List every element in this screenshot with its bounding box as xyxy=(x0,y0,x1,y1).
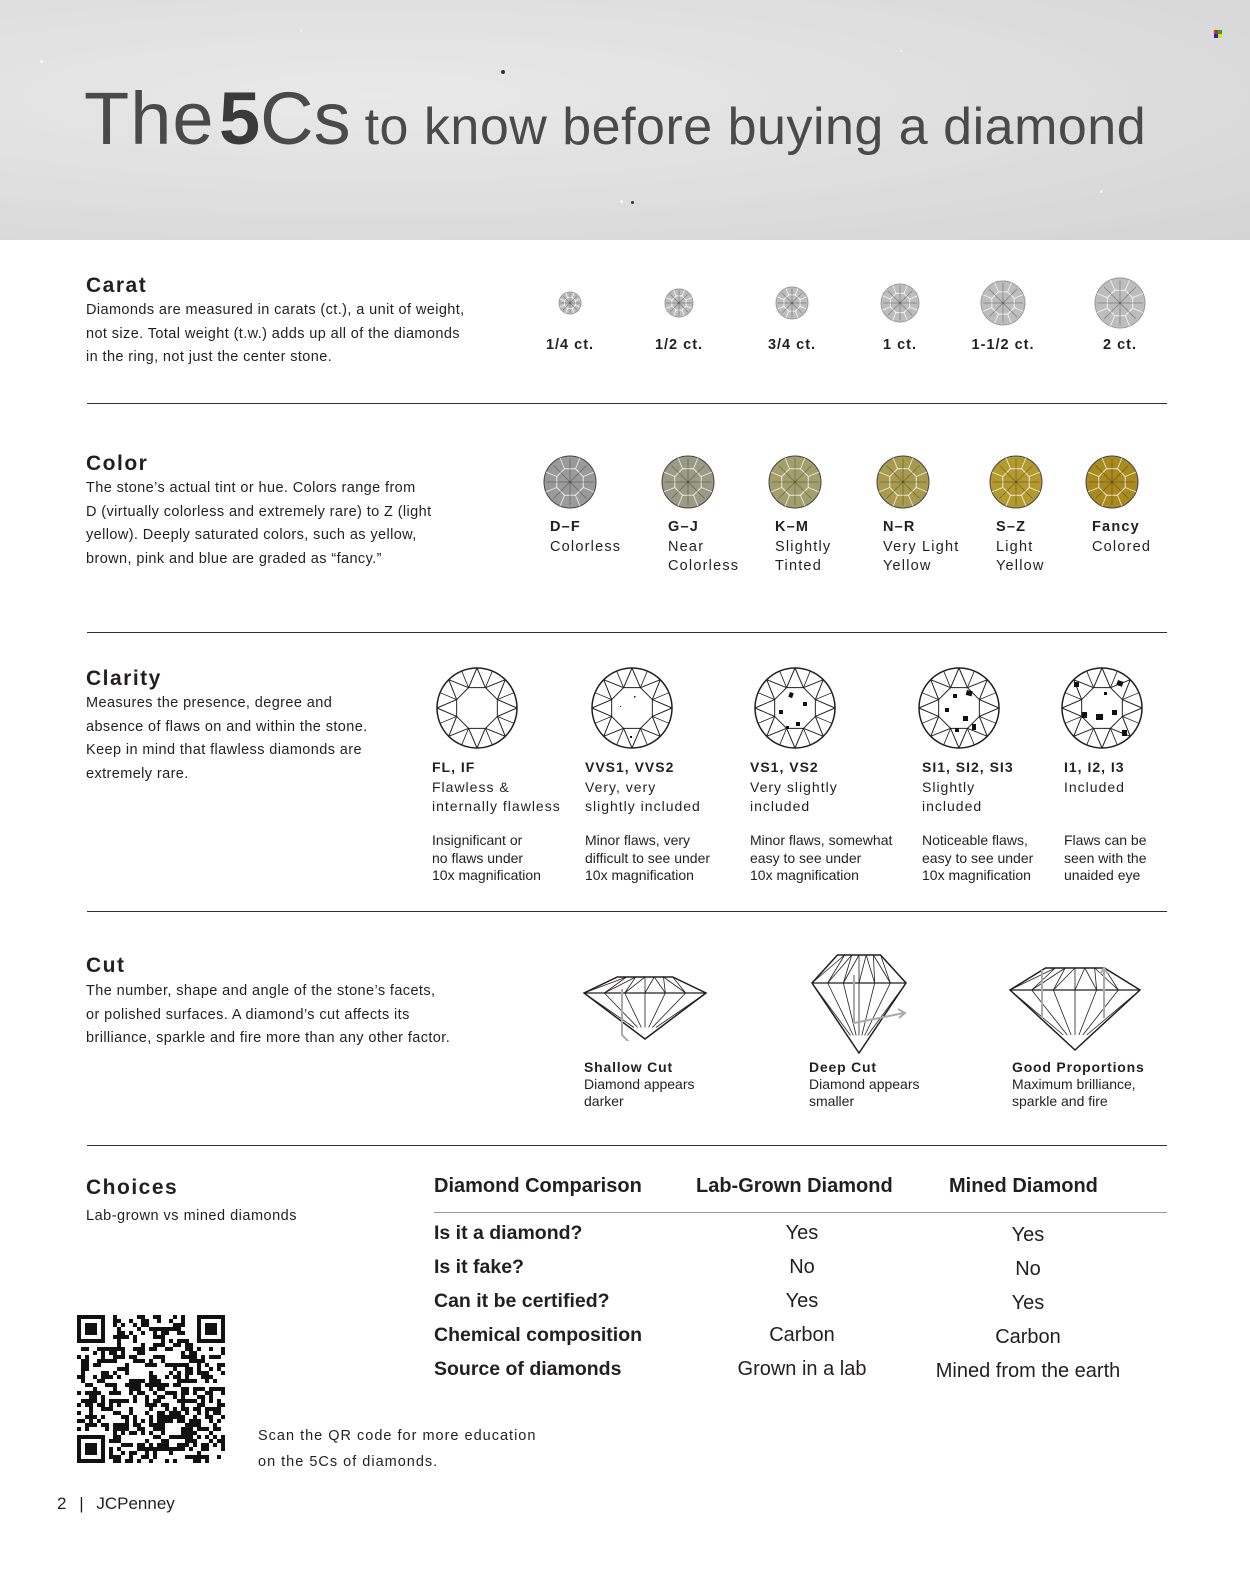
clarity-grade: FL, IF xyxy=(432,759,476,775)
color-description: The stone’s actual tint or hue. Colors range from D (virtually colorless and extremely rare) to Z (light yellow). Deeply saturated colors, such as yellow, brown, pink and blue are graded as “fancy.” xyxy=(86,480,432,567)
clarity-detail-line: 10x magnification xyxy=(432,867,541,883)
clarity-grade: VVS1, VVS2 xyxy=(585,759,675,775)
clarity-diamond-icon xyxy=(435,666,519,750)
clarity-grade-desc: slightly included xyxy=(585,798,701,814)
carat-size-label: 1 ct. xyxy=(882,337,918,353)
clarity-detail xyxy=(432,832,541,885)
clarity-detail-line: unaided eye xyxy=(1064,867,1141,883)
cut-type-label xyxy=(584,1059,695,1110)
clarity-detail xyxy=(1064,832,1147,885)
color-heading: Color xyxy=(86,452,149,475)
diamond-profile-icon xyxy=(1008,966,1142,1057)
divider xyxy=(87,1145,1167,1146)
row-lab-value: Yes xyxy=(785,1222,819,1244)
cut-type-desc: Diamond appears xyxy=(584,1076,695,1092)
color-grade-desc: Very Light xyxy=(883,538,960,555)
color-grade: D–F xyxy=(550,519,581,535)
clarity-diamond-icon xyxy=(753,666,837,750)
diamond-profile-icon xyxy=(582,975,708,1046)
row-mined-value: Mined from the earth xyxy=(935,1360,1121,1382)
cut-type-label xyxy=(1012,1059,1145,1110)
col-header-comparison: Diamond Comparison xyxy=(434,1175,642,1197)
cut-type-desc: Maximum brilliance, xyxy=(1012,1076,1136,1092)
color-grade: S–Z xyxy=(996,519,1027,535)
color-grade-desc: Slightly xyxy=(775,538,832,555)
row-question: Is it a diamond? xyxy=(434,1222,583,1244)
color-grade-label xyxy=(668,518,739,577)
color-grade-desc: Near xyxy=(668,538,705,555)
clarity-diamond-icon xyxy=(917,666,1001,750)
divider xyxy=(87,403,1167,404)
row-question: Can it be certified? xyxy=(434,1290,610,1312)
color-grade-label xyxy=(550,518,621,557)
cut-type-name: Good Proportions xyxy=(1012,1059,1145,1075)
clarity-grade-label xyxy=(585,758,701,817)
clarity-diamond-icon xyxy=(590,666,674,750)
carat-size-label: 1/2 ct. xyxy=(654,337,704,353)
row-question: Source of diamonds xyxy=(434,1358,622,1380)
clarity-grade-label xyxy=(1064,758,1125,797)
brand-name: JCPenney xyxy=(96,1494,175,1513)
clarity-description: Measures the presence, degree and absence of flaws on and within the stone. Keep in mind that flawless diamonds are extremely rare. xyxy=(86,695,368,782)
clarity-detail-line: easy to see under xyxy=(750,849,862,866)
row-question: Chemical composition xyxy=(434,1324,643,1346)
row-mined-value: Carbon xyxy=(995,1326,1061,1348)
qr-caption: Scan the QR code for more education on the 5Cs of diamonds. xyxy=(258,1428,537,1470)
color-grade-desc: Light xyxy=(996,538,1034,555)
clarity-detail-line: 10x magnification xyxy=(922,867,1031,883)
color-grade-desc: Colorless xyxy=(550,538,622,555)
diamond-color-icon xyxy=(543,455,597,509)
clarity-detail-line: no flaws under xyxy=(432,849,524,866)
clarity-detail-line: Minor flaws, somewhat xyxy=(750,832,893,848)
clarity-grade-desc: Very slightly xyxy=(750,778,838,795)
cut-type-desc: Diamond appears xyxy=(809,1076,920,1092)
diamond-color-icon xyxy=(876,455,930,509)
diamond-icon xyxy=(880,283,920,323)
cut-type-name: Shallow Cut xyxy=(584,1059,673,1075)
cut-type-desc: smaller xyxy=(809,1093,855,1109)
clarity-grade-desc: included xyxy=(922,798,983,814)
cut-type-label xyxy=(809,1059,920,1110)
diamond-color-icon xyxy=(989,455,1043,509)
row-lab-value: No xyxy=(789,1256,815,1278)
row-lab-value: Yes xyxy=(785,1290,819,1312)
color-grade-label xyxy=(1092,518,1151,557)
diamond-icon xyxy=(558,291,582,315)
clarity-detail-line: seen with the xyxy=(1064,849,1147,866)
cut-type-name: Deep Cut xyxy=(809,1059,877,1075)
diamond-icon xyxy=(664,288,694,318)
row-mined-value: No xyxy=(1015,1258,1041,1280)
col-header-mined: Mined Diamond xyxy=(949,1175,1098,1197)
clarity-grade: I1, I2, I3 xyxy=(1064,759,1125,775)
row-mined-value: Yes xyxy=(1011,1224,1045,1246)
clarity-detail xyxy=(922,832,1033,885)
color-grade: G–J xyxy=(668,519,700,535)
qr-code[interactable] xyxy=(77,1315,225,1463)
color-grade: Fancy xyxy=(1092,519,1140,535)
row-lab-value: Carbon xyxy=(769,1324,835,1346)
clarity-detail-line: easy to see under xyxy=(922,849,1034,866)
col-header-lab-grown: Lab-Grown Diamond xyxy=(696,1175,893,1197)
clarity-detail-line: Noticeable flaws, xyxy=(922,832,1028,848)
clarity-grade-desc: Flawless & xyxy=(432,778,510,795)
cut-type-desc: sparkle and fire xyxy=(1012,1093,1108,1109)
clarity-diamond-icon xyxy=(1060,666,1144,750)
clarity-detail xyxy=(585,832,710,885)
color-grade-desc: Yellow xyxy=(996,558,1045,574)
color-grade-label xyxy=(883,518,960,577)
row-mined-value: Yes xyxy=(1011,1292,1045,1314)
header-banner xyxy=(0,0,1250,240)
diamond-icon xyxy=(980,280,1026,326)
color-grade-label xyxy=(996,518,1045,577)
color-grade-label xyxy=(775,518,831,577)
clarity-detail-line: Minor flaws, very xyxy=(585,832,691,848)
clarity-detail-line: difficult to see under xyxy=(585,849,711,866)
page-footer: 2 | JCPenney xyxy=(57,1494,175,1513)
table-header-rule xyxy=(434,1212,1167,1213)
cut-description: The number, shape and angle of the stone’s facets, or polished surfaces. A diamond’s cut affects its brilliance, sparkle and fire more than any other factor. xyxy=(86,983,451,1046)
clarity-grade-label xyxy=(922,758,1014,817)
clarity-grade-label xyxy=(432,758,561,817)
choices-heading: Choices xyxy=(86,1176,179,1199)
color-grade-desc: Colored xyxy=(1092,538,1152,555)
divider xyxy=(87,911,1167,912)
clarity-grade-desc: included xyxy=(750,798,811,814)
color-grade: N–R xyxy=(883,519,916,535)
carat-size-label: 3/4 ct. xyxy=(767,337,817,353)
clarity-grade-desc: Very, very xyxy=(585,778,657,795)
clarity-detail-line: Insignificant or xyxy=(432,832,523,848)
diamond-color-icon xyxy=(1085,455,1139,509)
diamond-color-icon xyxy=(768,455,822,509)
clarity-grade: SI1, SI2, SI3 xyxy=(922,759,1014,775)
carat-size-label: 1/4 ct. xyxy=(545,337,595,353)
divider xyxy=(87,632,1167,633)
diamond-icon xyxy=(775,286,809,320)
color-grade-desc: Colorless xyxy=(668,558,740,574)
cut-heading: Cut xyxy=(86,954,126,977)
color-grade-desc: Tinted xyxy=(775,558,822,574)
choices-subtitle: Lab-grown vs mined diamonds xyxy=(86,1208,297,1224)
diamond-profile-icon xyxy=(810,953,908,1060)
clarity-heading: Clarity xyxy=(86,667,162,690)
diamond-color-icon xyxy=(661,455,715,509)
color-mark-icon xyxy=(1214,30,1222,38)
carat-size-label: 2 ct. xyxy=(1102,337,1138,353)
cut-type-desc: darker xyxy=(584,1093,624,1109)
carat-heading: Carat xyxy=(86,274,148,297)
carat-size-label: 1-1/2 ct. xyxy=(971,337,1035,353)
clarity-detail-line: Flaws can be xyxy=(1064,832,1147,848)
clarity-grade-label xyxy=(750,758,838,817)
clarity-grade-desc: internally flawless xyxy=(432,798,561,814)
row-lab-value: Grown in a lab xyxy=(737,1358,867,1380)
clarity-grade-desc: Slightly xyxy=(922,778,976,795)
carat-description: Diamonds are measured in carats (ct.), a unit of weight, not size. Total weight (t.w.) adds up all of the diamonds in the ring, not just the center stone. xyxy=(86,302,465,365)
clarity-grade: VS1, VS2 xyxy=(750,759,819,775)
clarity-detail xyxy=(750,832,892,885)
page-number: 2 xyxy=(57,1494,67,1513)
page-title: The 5Cs to know before buying a diamond xyxy=(84,77,1147,160)
clarity-detail-line: 10x magnification xyxy=(585,867,694,883)
row-question: Is it fake? xyxy=(434,1256,524,1278)
diamond-icon xyxy=(1094,277,1146,329)
color-grade: K–M xyxy=(775,519,810,535)
clarity-detail-line: 10x magnification xyxy=(750,867,859,883)
clarity-grade-desc: Included xyxy=(1064,778,1125,795)
color-grade-desc: Yellow xyxy=(883,558,932,574)
